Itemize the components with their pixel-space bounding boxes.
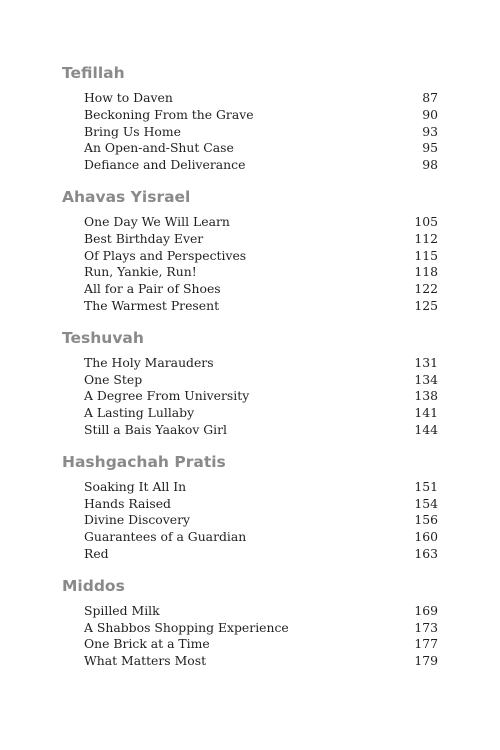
toc-entry <box>84 388 438 405</box>
entry-title: One Day We Will Learn <box>84 213 230 229</box>
section-entries <box>84 479 438 563</box>
entry-page-number: 115 <box>414 247 438 263</box>
toc-section-hashgachah-pratis <box>62 452 438 563</box>
toc-entry <box>84 90 438 107</box>
entry-page-number: 90 <box>422 106 438 122</box>
toc-entry <box>84 372 438 389</box>
toc-entry <box>84 620 438 637</box>
entry-title: A Lasting Lullaby <box>84 405 195 421</box>
entry-title: A Shabbos Shopping Experience <box>84 619 289 635</box>
toc-entry <box>84 124 438 141</box>
entry-page-number: 95 <box>422 140 438 156</box>
entry-page-number: 112 <box>414 230 438 246</box>
toc-entry <box>84 298 438 315</box>
entry-page-number: 169 <box>414 602 438 618</box>
section-entries <box>84 603 438 670</box>
entry-title: Spilled Milk <box>84 602 160 618</box>
entry-title: Best Birthday Ever <box>84 230 204 246</box>
section-title: Teshuvah <box>62 328 144 347</box>
entry-page-number: 163 <box>414 545 438 561</box>
entry-page-number: 154 <box>414 495 438 511</box>
entry-title: What Matters Most <box>84 653 207 669</box>
entry-title: How to Daven <box>84 90 173 105</box>
entry-page-number: 87 <box>422 90 438 105</box>
entry-page-number: 144 <box>414 421 438 437</box>
entry-title: Guarantees of a Guardian <box>84 529 247 545</box>
entry-page-number: 151 <box>414 478 438 494</box>
entry-page-number: 118 <box>414 264 438 280</box>
entry-title: Defiance and Deliverance <box>84 157 246 173</box>
entry-title: The Warmest Present <box>84 297 220 313</box>
entry-title: Of Plays and Perspectives <box>84 247 247 263</box>
toc-entry <box>84 248 438 265</box>
table-of-contents <box>62 63 438 670</box>
section-entries <box>84 214 438 315</box>
toc-section-tefillah <box>62 63 438 174</box>
entry-title: Soaking It All In <box>84 478 187 494</box>
toc-entry <box>84 405 438 422</box>
entry-title: All for a Pair of Shoes <box>84 281 221 297</box>
entry-page-number: 125 <box>414 297 438 313</box>
toc-entry <box>84 512 438 529</box>
toc-section-ahavas-yisrael <box>62 187 438 315</box>
entry-page-number: 179 <box>414 653 438 669</box>
toc-entry <box>84 214 438 231</box>
toc-entry <box>84 546 438 563</box>
entry-title: The Holy Marauders <box>84 354 214 370</box>
toc-entry <box>84 496 438 513</box>
section-entries <box>84 355 438 439</box>
entry-page-number: 173 <box>414 619 438 635</box>
entry-page-number: 177 <box>414 636 438 652</box>
section-title: Tefillah <box>62 64 125 82</box>
section-entries <box>84 90 438 174</box>
entry-page-number: 160 <box>414 529 438 545</box>
toc-entry <box>84 529 438 546</box>
toc-entry <box>84 603 438 620</box>
toc-entry <box>84 264 438 281</box>
entry-page-number: 134 <box>414 371 438 387</box>
entry-page-number: 122 <box>414 281 438 297</box>
entry-title: An Open-and-Shut Case <box>84 140 234 156</box>
toc-entry <box>84 107 438 124</box>
section-title: Ahavas Yisrael <box>62 187 191 206</box>
toc-entry <box>84 636 438 653</box>
entry-page-number: 93 <box>422 123 438 139</box>
toc-entry <box>84 140 438 157</box>
entry-title: Bring Us Home <box>84 123 181 139</box>
entry-title: Beckoning From the Grave <box>84 106 254 122</box>
entry-title: One Brick at a Time <box>84 636 210 652</box>
entry-title: Divine Discovery <box>84 512 191 528</box>
toc-entry <box>84 157 438 174</box>
entry-page-number: 138 <box>414 388 438 404</box>
entry-title: One Step <box>84 371 143 387</box>
toc-section-teshuvah <box>62 328 438 439</box>
entry-page-number: 98 <box>422 157 438 173</box>
entry-page-number: 156 <box>414 512 438 528</box>
entry-page-number: 105 <box>414 213 438 229</box>
entry-page-number: 141 <box>414 405 438 421</box>
toc-entry <box>84 355 438 372</box>
toc-section-middos <box>62 576 438 670</box>
entry-title: A Degree From University <box>84 388 250 404</box>
toc-entry <box>84 422 438 439</box>
entry-page-number: 131 <box>414 354 438 370</box>
entry-title: Hands Raised <box>84 495 171 511</box>
entry-title: Still a Bais Yaakov Girl <box>84 421 228 437</box>
toc-entry <box>84 653 438 670</box>
toc-entry <box>84 479 438 496</box>
toc-entry <box>84 281 438 298</box>
toc-entry <box>84 231 438 248</box>
section-title: Middos <box>62 576 125 595</box>
entry-title: Red <box>84 545 109 561</box>
section-title: Hashgachah Pratis <box>62 452 226 471</box>
entry-title: Run, Yankie, Run! <box>84 264 197 280</box>
